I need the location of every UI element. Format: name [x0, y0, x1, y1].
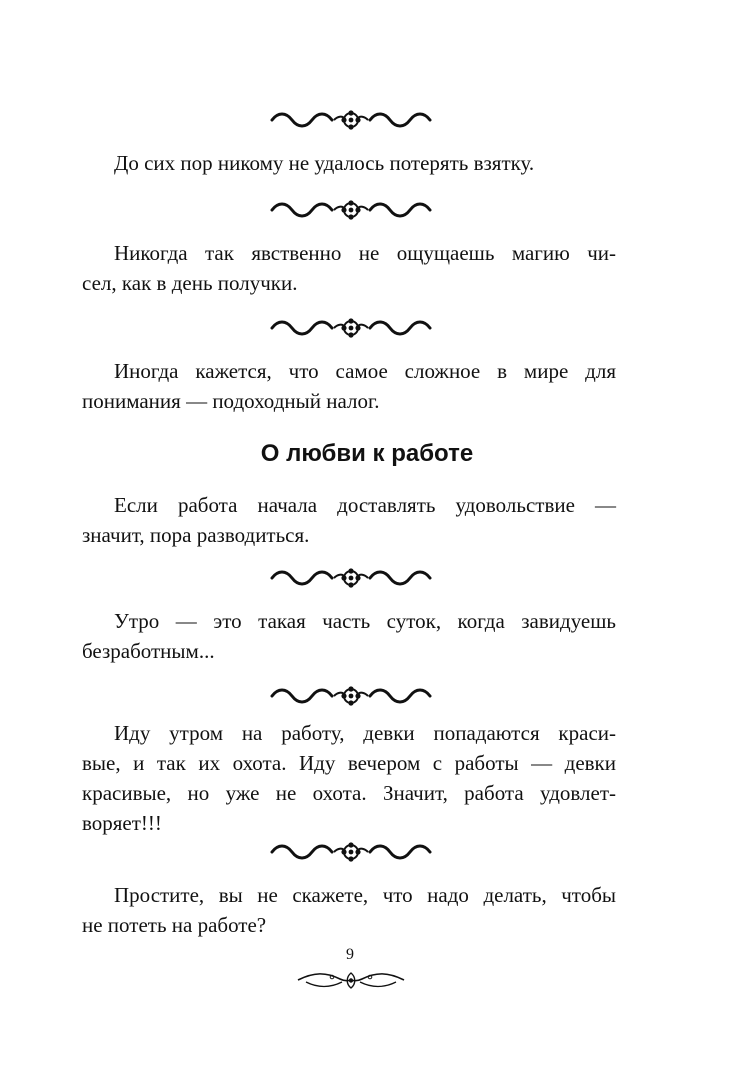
- paragraph-line: понимания — подоходный налог.: [82, 389, 380, 413]
- paragraph-line: вые, и так их охота. Иду вечером с работы — девки: [82, 751, 616, 775]
- paragraph-line: безработным...: [82, 639, 215, 663]
- paragraph-line: Иду утром на работу, девки попадаются краси-: [114, 721, 616, 745]
- vine-ornament-icon: [268, 316, 434, 340]
- paragraph: [82, 880, 616, 940]
- vine-ornament-icon: [268, 566, 434, 590]
- vine-ornament-icon: [268, 684, 434, 708]
- vine-ornament-icon: [268, 840, 434, 864]
- paragraph-line: сел, как в день получки.: [82, 271, 298, 295]
- vine-ornament-icon: [268, 108, 434, 132]
- section-heading: О любви к работе: [260, 440, 474, 467]
- paragraph: [82, 606, 616, 666]
- page-number: 9: [346, 946, 354, 963]
- paragraph-line: значит, пора разводиться.: [82, 523, 310, 547]
- vine-ornament-icon: [268, 198, 434, 222]
- scroll-flourish-icon: [296, 968, 406, 992]
- paragraph-line: не потеть на работе?: [82, 913, 267, 937]
- paragraph-line: Простите, вы не скажете, что надо делать, чтобы: [114, 883, 616, 907]
- paragraph: [82, 238, 616, 298]
- paragraph: [82, 490, 616, 550]
- paragraph-line: Если работа начала доставлять удовольствие —: [114, 493, 616, 517]
- paragraph: [82, 356, 616, 416]
- paragraph-line: Утро — это такая часть суток, когда завидуешь: [114, 609, 616, 633]
- paragraph-line: Иногда кажется, что самое сложное в мире для: [114, 359, 616, 383]
- paragraph-line: воряет!!!: [82, 811, 162, 835]
- paragraph-line: красивые, но уже не охота. Значит, работа удовлет-: [82, 781, 616, 805]
- paragraph-line: До сих пор никому не удалось потерять взятку.: [114, 151, 535, 175]
- paragraph: [82, 718, 616, 838]
- paragraph-line: Никогда так явственно не ощущаешь магию чи-: [114, 241, 616, 265]
- paragraph: [114, 148, 594, 178]
